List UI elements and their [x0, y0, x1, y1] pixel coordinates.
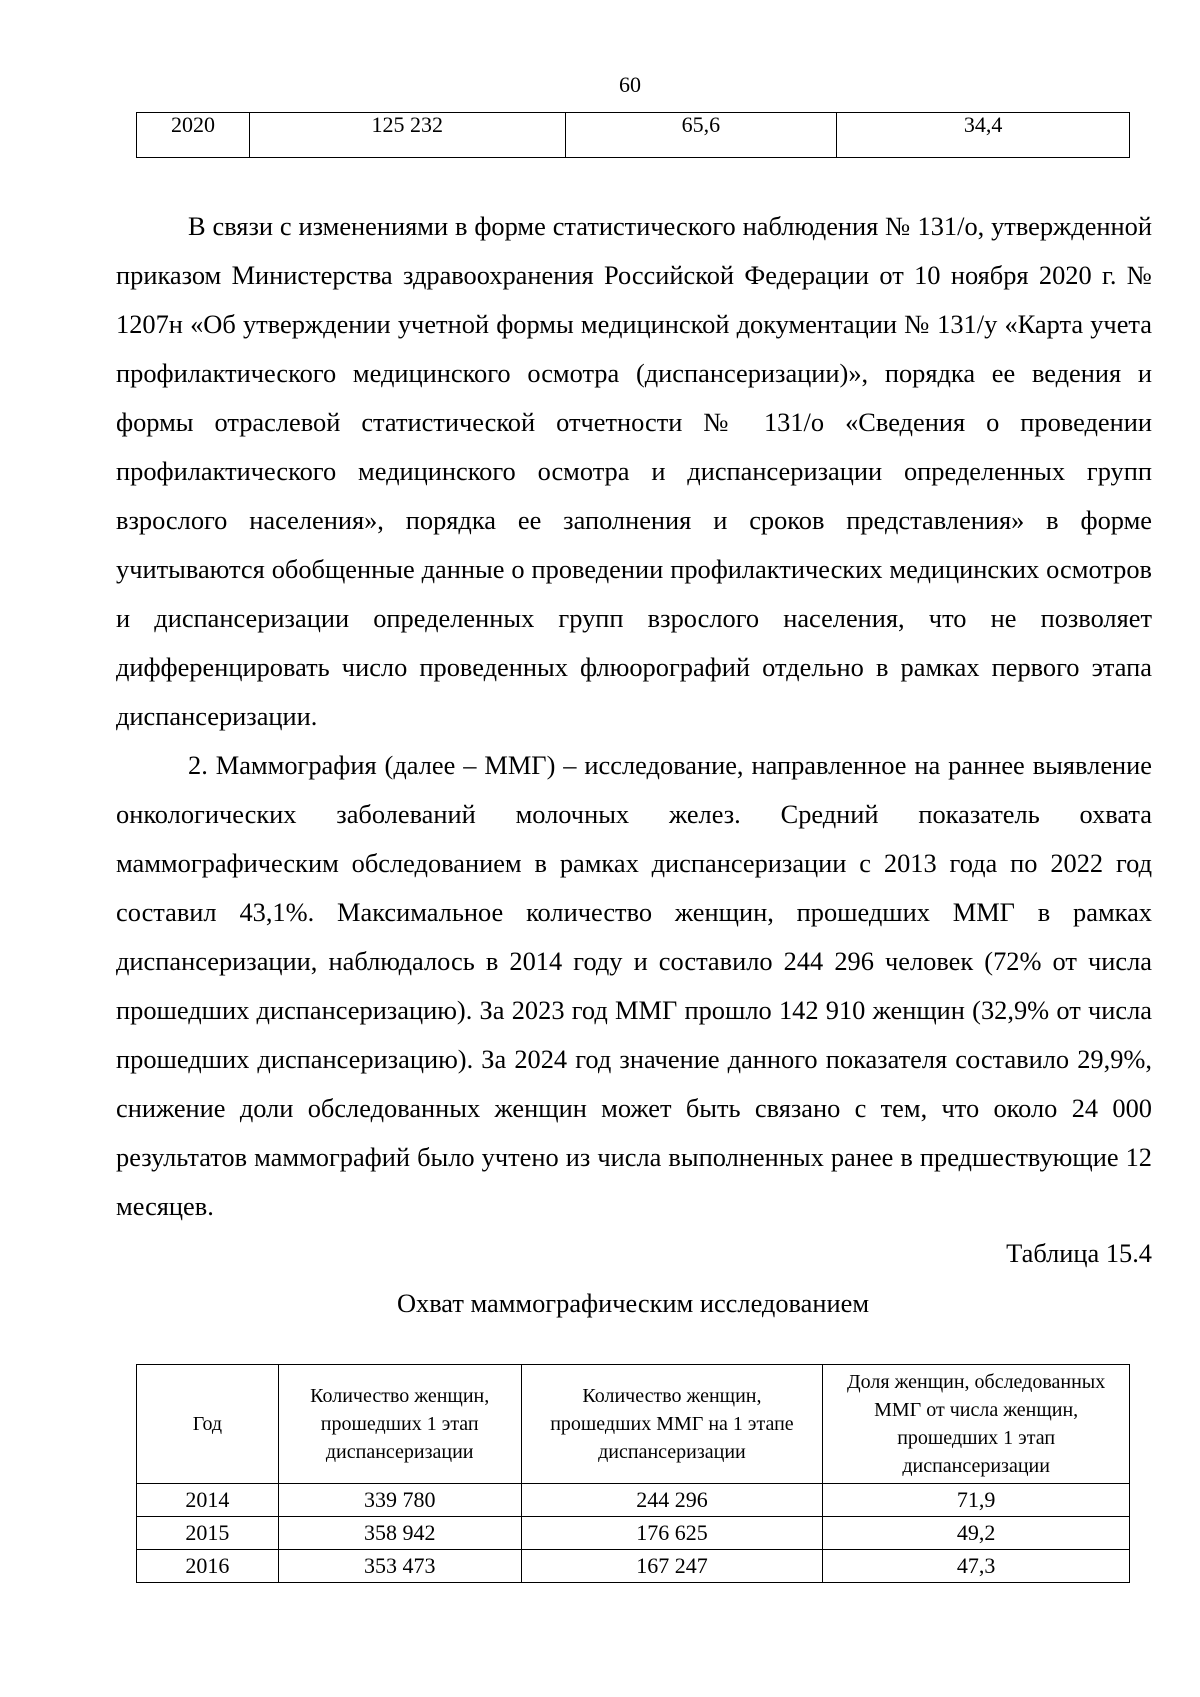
table-cell: 2015	[137, 1517, 279, 1550]
body-text	[116, 202, 1152, 1231]
table-title: Охват маммографическим исследованием	[396, 1288, 870, 1318]
table-cell: 34,4	[837, 113, 1130, 158]
table-cell: 2016	[137, 1550, 279, 1583]
table-caption: Таблица 15.4	[1006, 1238, 1152, 1268]
table-row	[137, 1484, 1130, 1517]
table-cell: 353 473	[278, 1550, 521, 1583]
table-cell: 339 780	[278, 1484, 521, 1517]
continued-table	[136, 112, 1130, 158]
mammography-table	[136, 1364, 1130, 1583]
page-number: 60	[619, 72, 641, 97]
table-cell: 176 625	[521, 1517, 823, 1550]
table-cell: 71,9	[823, 1484, 1130, 1517]
column-header: Количество женщин, прошедших ММГ на 1 этапе диспансеризации	[521, 1365, 823, 1484]
table-cell: 125 232	[249, 113, 565, 158]
paragraph: В связи с изменениями в форме статистического наблюдения № 131/о, утвержденной приказом Министерства здравоохранения Российской Федерации от 10 ноября 2020 г. № 1207н «Об утверждении учетной формы медицинской документации № 131/у «Карта учета профилактического медицинского осмотра (диспансеризации)», порядка ее ведения и формы отраслевой статистической отчетности № 131/о «Сведения о проведении профилактического медицинского осмотра и диспансеризации определенных групп взрослого населения», порядка ее заполнения и сроков представления» в форме учитываются обобщенные данные о проведении профилактических медицинских осмотров и диспансеризации определенных групп взрослого населения, что не позволяет дифференцировать число проведенных флюорографий отдельно в рамках первого этапа диспансеризации.	[116, 211, 1152, 731]
column-header: Количество женщин, прошедших 1 этап диспансеризации	[278, 1365, 521, 1484]
table-row	[137, 1550, 1130, 1583]
table-cell: 167 247	[521, 1550, 823, 1583]
column-header: Год	[137, 1365, 279, 1484]
table-cell: 2020	[137, 113, 250, 158]
table-cell: 49,2	[823, 1517, 1130, 1550]
paragraph: 2. Маммография (далее – ММГ) – исследование, направленное на раннее выявление онкологических заболеваний молочных желез. Средний показатель охвата маммографическим обследованием в рамках диспансеризации с 2013 года по 2022 год составил 43,1%. Максимальное количество женщин, прошедших ММГ в рамках диспансеризации, наблюдалось в 2014 году и составило 244 296 человек (72% от числа прошедших диспансеризацию). За 2023 год ММГ прошло 142 910 женщин (32,9% от числа прошедших диспансеризацию). За 2024 год значение данного показателя составило 29,9%, снижение доли обследованных женщин может быть связано с тем, что около 24 000 результатов маммографий было учтено из числа выполненных ранее в предшествующие 12 месяцев.	[116, 750, 1152, 1221]
table-cell: 358 942	[278, 1517, 521, 1550]
column-header: Доля женщин, обследованных ММГ от числа женщин, прошедших 1 этап диспансеризации	[823, 1365, 1130, 1484]
table-row	[137, 113, 1130, 158]
table-cell: 47,3	[823, 1550, 1130, 1583]
table-cell: 2014	[137, 1484, 279, 1517]
table-cell: 65,6	[565, 113, 837, 158]
table-cell: 244 296	[521, 1484, 823, 1517]
table-row	[137, 1517, 1130, 1550]
table-header-row	[137, 1365, 1130, 1484]
